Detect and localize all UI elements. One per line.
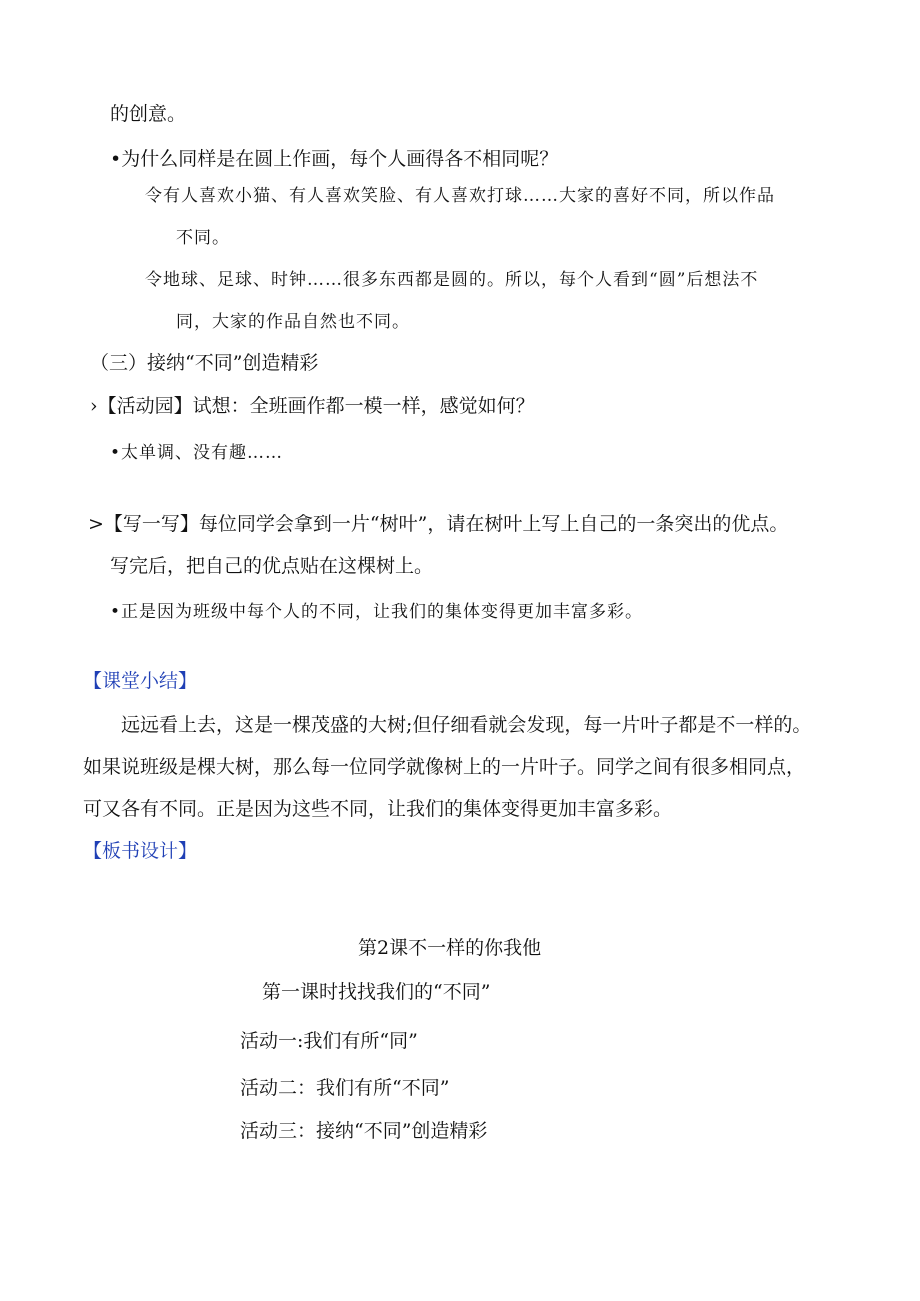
answer-line: 令有人喜欢小猫、有人喜欢笑脸、有人喜欢打球……大家的喜好不同，所以作品 bbox=[145, 186, 775, 206]
board-subtitle: 第一课时找找我们的“不同” bbox=[262, 981, 491, 1003]
board-item: 活动二：我们有所“不同” bbox=[240, 1077, 450, 1099]
section-heading: （三）接纳“不同”创造精彩 bbox=[90, 352, 319, 374]
board-title: 第2课不一样的你我他 bbox=[358, 937, 542, 959]
answer-line: 不同。 bbox=[176, 228, 230, 248]
answer-line: 同，大家的作品自然也不同。 bbox=[176, 312, 410, 332]
bullet-question: •为什么同样是在圆上作画，每个人画得各不相同呢？ bbox=[110, 148, 559, 170]
board-item: 活动三：接纳“不同”创造精彩 bbox=[240, 1120, 488, 1142]
board-item: 活动一:我们有所“同” bbox=[240, 1030, 418, 1052]
board-heading: 【板书设计】 bbox=[83, 840, 198, 862]
bullet-answer: •正是因为班级中每个人的不同，让我们的集体变得更加丰富多彩。 bbox=[110, 602, 644, 622]
activity-line: ›【活动园】试想：全班画作都一模一样，感觉如何？ bbox=[90, 395, 535, 417]
summary-paragraph-line: 如果说班级是棵大树，那么每一位同学就像树上的一片叶子。同学之间有很多相同点， bbox=[83, 756, 806, 778]
activity-line: >【写一写】每位同学会拿到一片“树叶”，请在树叶上写上自己的一条突出的优点。 bbox=[88, 513, 789, 535]
summary-paragraph-line: 可又各有不同。正是因为这些不同，让我们的集体变得更加丰富多彩。 bbox=[83, 798, 673, 820]
summary-paragraph-line: 远远看上去，这是一棵茂盛的大树;但仔细看就会发现，每一片叶子都是不一样的。 bbox=[121, 714, 812, 736]
text-line: 的创意。 bbox=[110, 103, 187, 125]
answer-line: 令地球、足球、时钟……很多东西都是圆的。所以，每个人看到“圆”后想法不 bbox=[145, 270, 759, 290]
bullet-answer: •太单调、没有趣…… bbox=[110, 443, 284, 463]
text-line: 写完后，把自己的优点贴在这棵树上。 bbox=[110, 555, 434, 577]
summary-heading: 【课堂小结】 bbox=[83, 670, 198, 692]
